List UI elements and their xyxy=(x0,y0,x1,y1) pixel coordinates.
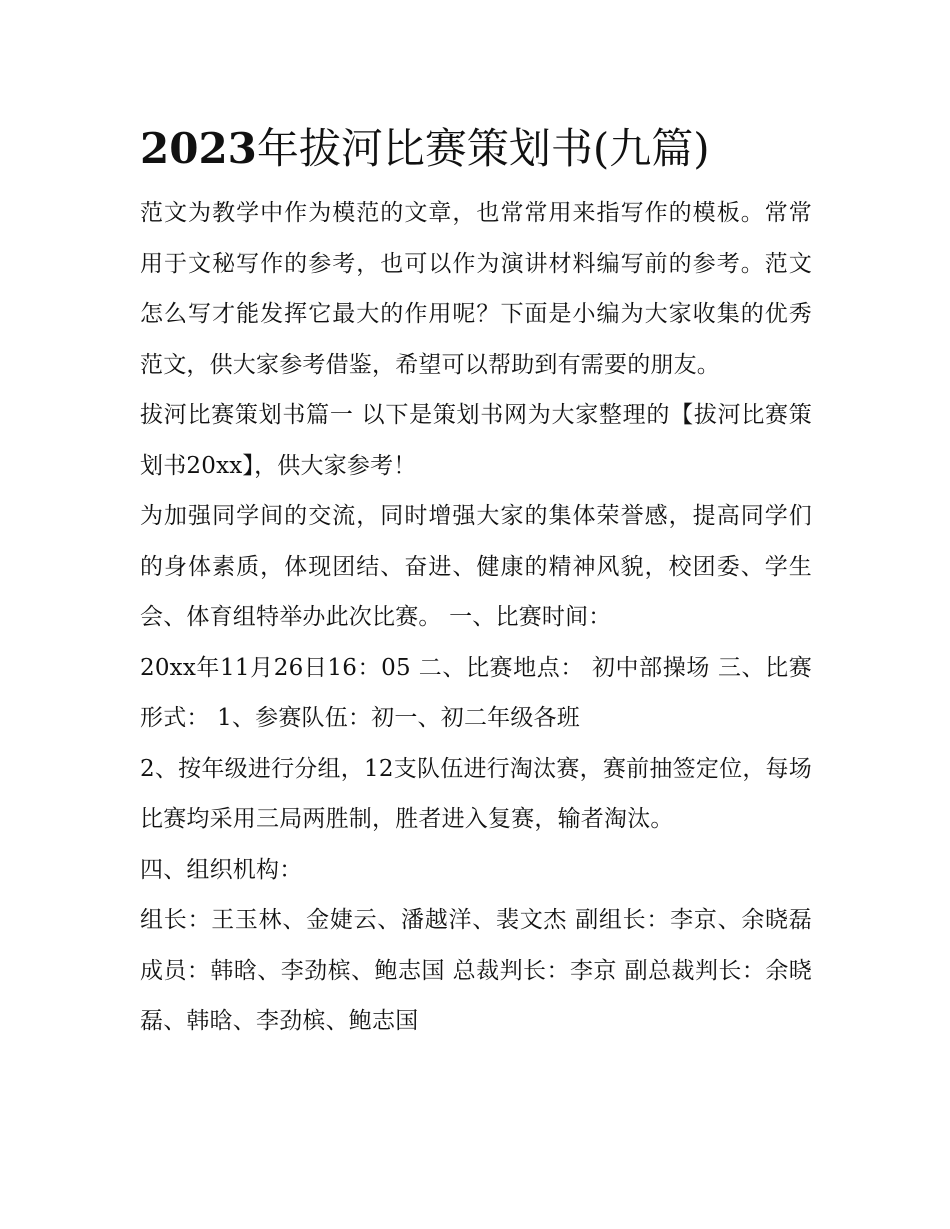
document-title xyxy=(140,118,812,180)
document-page xyxy=(140,118,812,1047)
section-one-heading-paragraph: 拔河比赛策划书篇一 以下是策划书网为大家整理的【拔河比赛策划书20xx】，供大家参考！ xyxy=(140,402,812,479)
time-location-paragraph: 20xx年11月26日16：05 二、比赛地点： 初中部操场 三、比赛形式： 1、参赛队伍：初一、初二年级各班 xyxy=(140,654,812,731)
organization-paragraph: 组长：王玉林、金婕云、潘越洋、裴文杰 副组长：李京、余晓磊 成员：韩晗、李劲槟、鲍志国 总裁判长：李京 副总裁判长：余晓磊、韩晗、李劲槟、鲍志国 xyxy=(140,907,812,1034)
purpose-paragraph: 为加强同学间的交流，同时增强大家的集体荣誉感，提高同学们的身体素质，体现团结、奋进、健康的精神风貌，校团委、学生会、体育组特举办此次比赛。 一、比赛时间： xyxy=(140,503,812,630)
intro-paragraph: 范文为教学中作为模范的文章，也常常用来指写作的模板。常常用于文秘写作的参考，也可以作为演讲材料编写前的参考。范文怎么写才能发挥它最大的作用呢？下面是小编为大家收集的优秀范文，供大家参考借鉴，希望可以帮助到有需要的朋友。 xyxy=(140,200,812,378)
title-text: 年拔河比赛策划书(九篇) xyxy=(256,124,710,173)
format-paragraph: 2、按年级进行分组，12支队伍进行淘汰赛，赛前抽签定位，每场比赛均采用三局两胜制，胜者进入复赛，输者淘汰。 xyxy=(140,755,812,832)
organization-heading: 四、组织机构： xyxy=(140,856,303,883)
title-year: 2023 xyxy=(140,124,257,173)
